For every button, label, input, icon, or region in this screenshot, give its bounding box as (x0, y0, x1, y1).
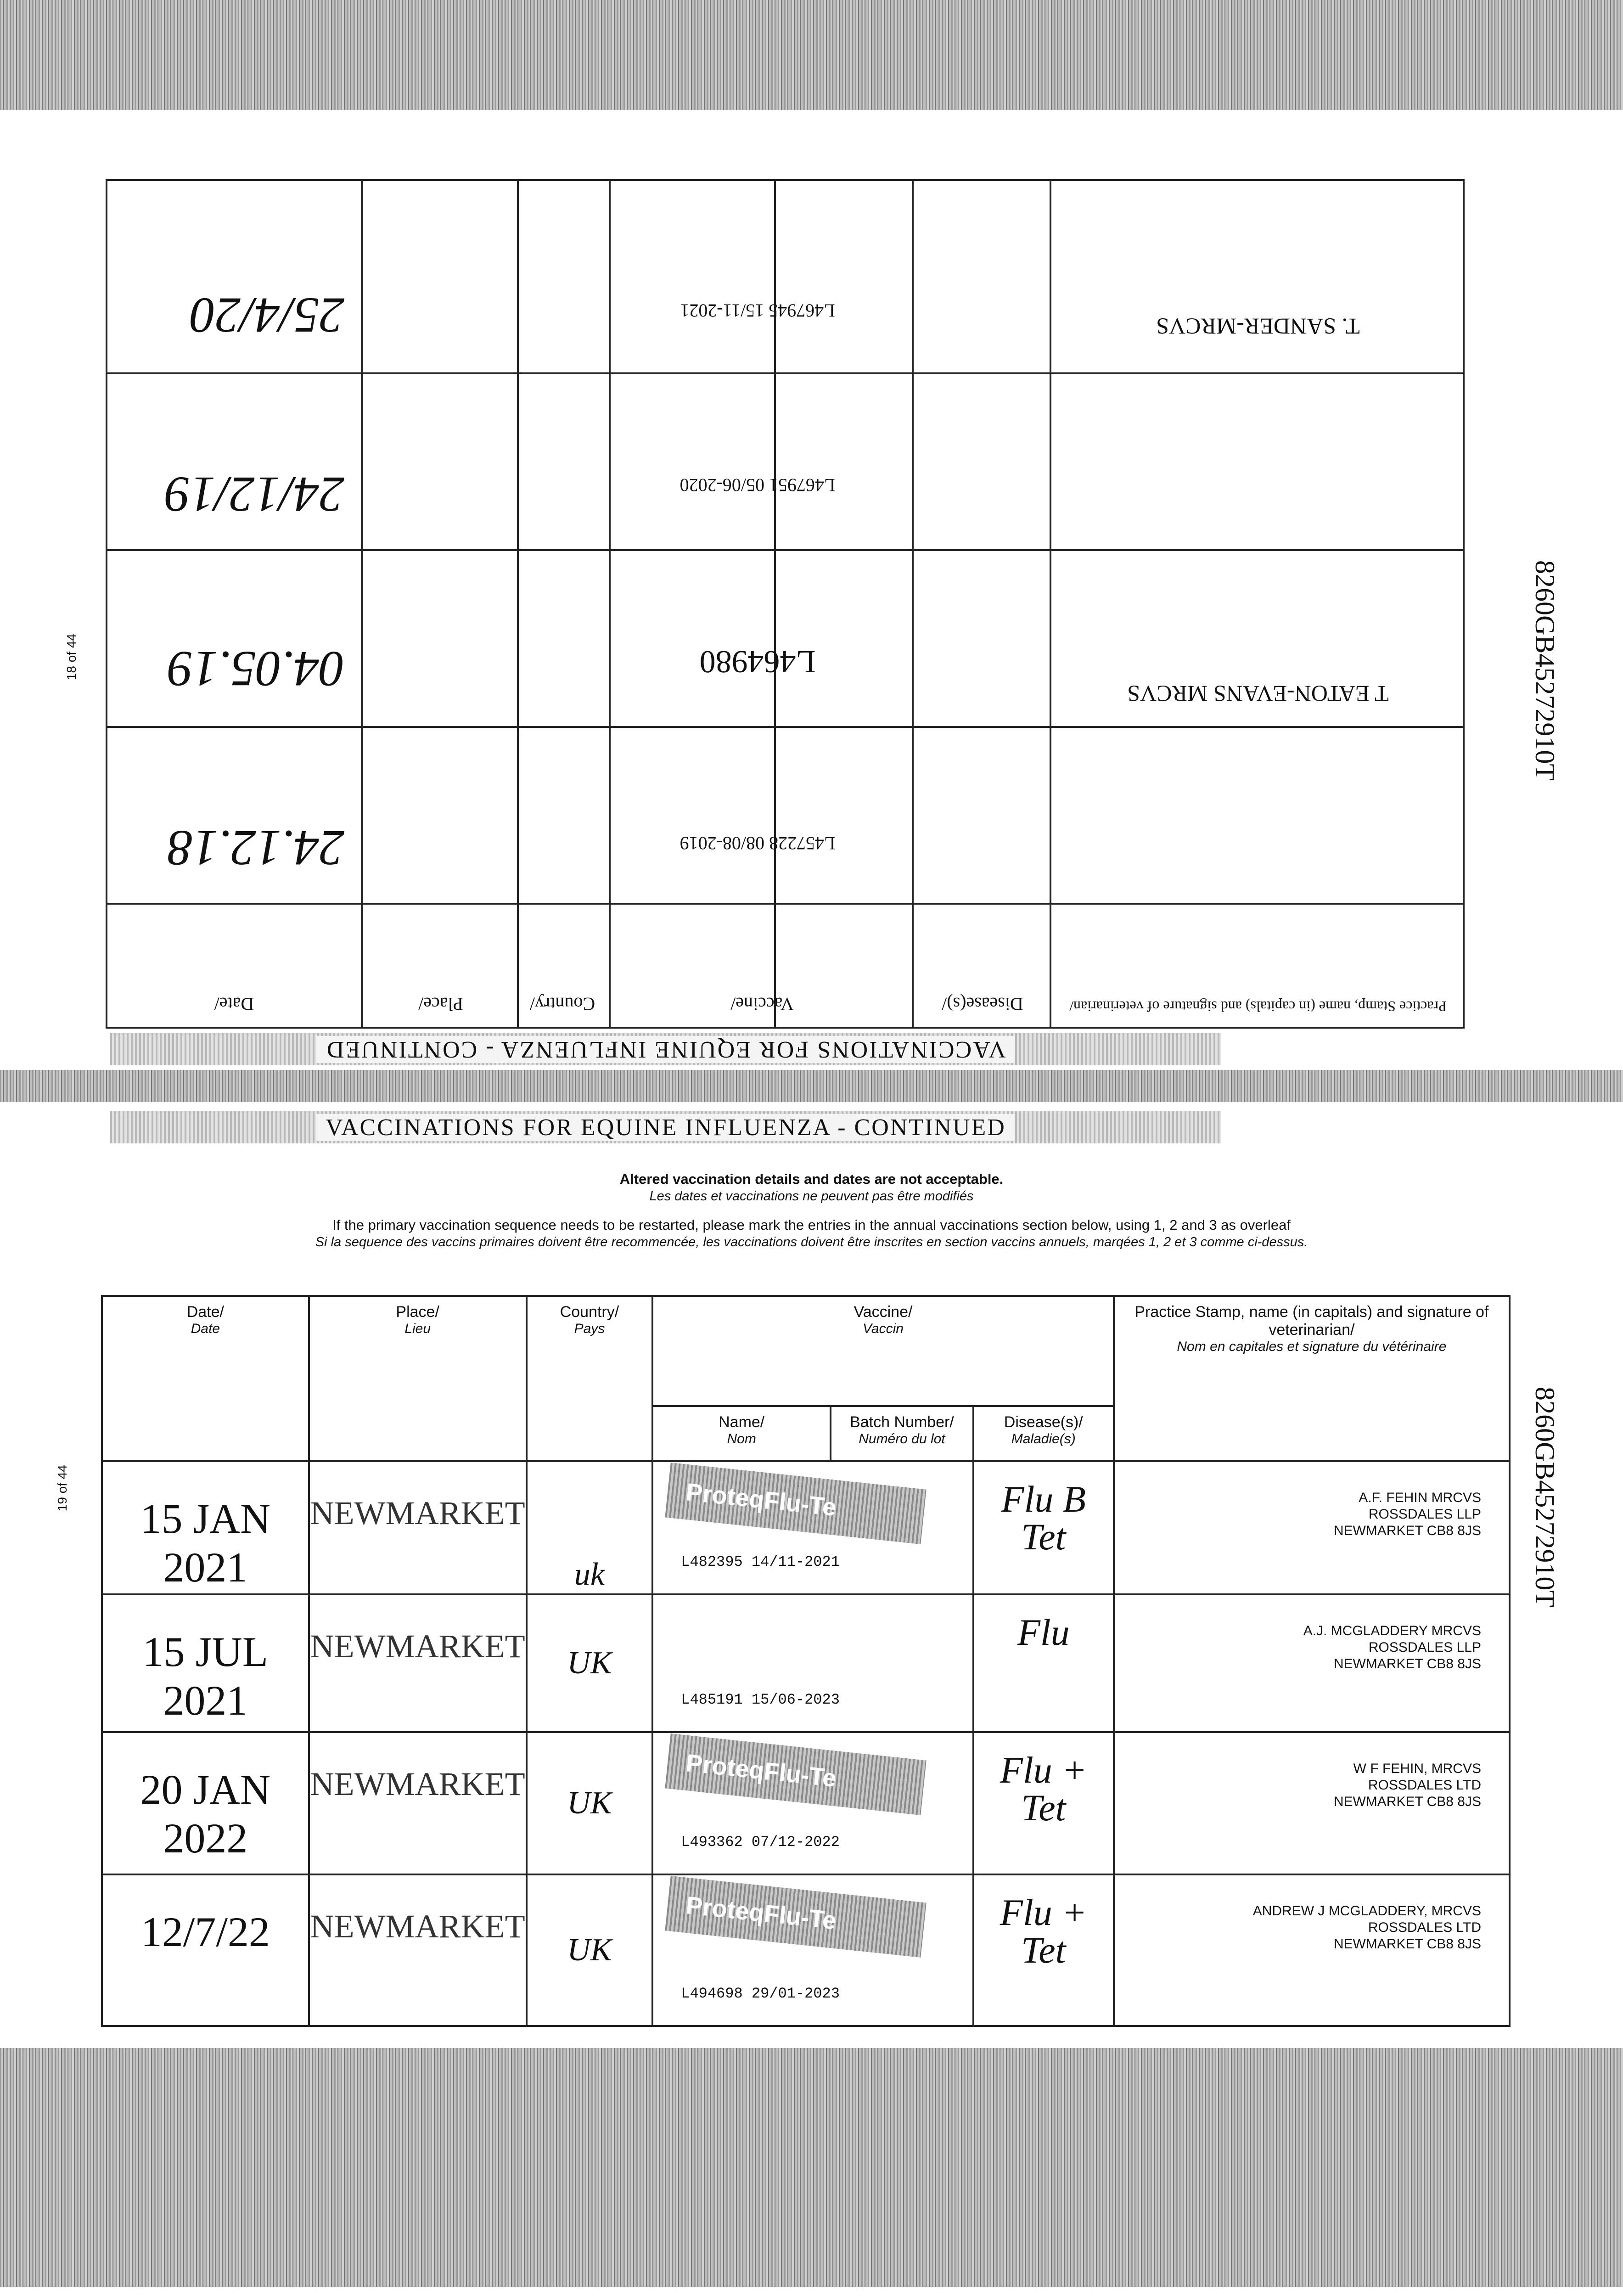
row-vaccine: ProteqFlu-Te L493362 07/12-2022 (652, 1732, 973, 1874)
header-banner: VACCINATIONS FOR EQUINE INFLUENZA - CONTINUED (110, 1111, 1221, 1143)
row-date: 15 JAN 2021 (102, 1461, 309, 1594)
col-name: Name/ Nom (652, 1406, 831, 1461)
row-disease: Flu (973, 1594, 1114, 1732)
vaccine-label: ProteqFlu-Te (665, 1463, 926, 1544)
scan-noise-mid (0, 1070, 1623, 1102)
upper-date-1: 24.12.18 (168, 820, 344, 876)
row-date: 12/7/22 (102, 1874, 309, 2026)
upper-lot-3: L464980 (699, 644, 816, 679)
col-stamp: Practice Stamp, name (in capitals) and signature of veterinarian/ Nom en capitales et signature du vétérinaire (1114, 1296, 1510, 1461)
row-stamp: A.J. MCGLADDERY MRCVS ROSSDALES LLP NEWMARKET CB8 8JS (1114, 1594, 1510, 1732)
row-place: NEWMARKET (309, 1874, 527, 2026)
table-row (102, 1874, 1510, 2026)
header-banner-upper: VACCINATIONS FOR EQUINE INFLUENZA - CONTINUED (110, 1033, 1221, 1065)
row-vaccine: ProteqFlu-Te L494698 29/01-2023 (652, 1874, 973, 2026)
upper-date-4: 25/4/20 (190, 287, 344, 343)
upper-lot-2: L467951 05/06-2020 (680, 475, 836, 495)
table-row (102, 1732, 1510, 1874)
row-vaccine: L485191 15/06-2023 (652, 1594, 973, 1732)
upper-col-stamp: Practice Stamp, name (in capitals) and signature of veterinarian/ (1069, 998, 1447, 1015)
table-row (102, 1461, 1510, 1594)
row-vaccine: ProteqFlu-Te L482395 14/11-2021 (652, 1461, 973, 1594)
col-country: Country/ Pays (527, 1296, 653, 1461)
col-vaccine: Vaccine/ Vaccin (652, 1296, 1114, 1406)
upper-lot-1: L467945 15/11-2021 (680, 300, 835, 321)
col-date: Date/ Date (102, 1296, 309, 1461)
upper-col-country: Country/ (529, 994, 595, 1014)
upper-date-2: 04.05.19 (168, 641, 344, 697)
vaccine-label: ProteqFlu-Te (665, 1876, 926, 1958)
col-disease: Disease(s)/ Maladie(s) (973, 1406, 1114, 1461)
col-place: Place/ Lieu (309, 1296, 527, 1461)
row-date: 20 JAN 2022 (102, 1732, 309, 1874)
row-country: UK (527, 1594, 653, 1732)
row-disease: Flu + Tet (973, 1732, 1114, 1874)
row-stamp: A.F. FEHIN MRCVS ROSSDALES LLP NEWMARKET CB8 8JS (1114, 1461, 1510, 1594)
upper-stamp-1: T. SANDER-MRCVS (1156, 314, 1360, 339)
upper-rotated-table (106, 179, 1465, 1029)
table-row (102, 1594, 1510, 1732)
row-stamp: W F FEHIN, MRCVS ROSSDALES LTD NEWMARKET CB8 8JS (1114, 1732, 1510, 1874)
note-restart: If the primary vaccination sequence needs to be restarted, please mark the entries in the annual vaccinations section below, using 1, 2 and 3 as overleaf Si la sequence des vaccins primaires doivent être recommencée, les vaccinations doivent être inscrites en section vaccins annuels, marqées 1, 2 et 3 comme ci-dessus. (315, 1217, 1308, 1249)
upper-col-place: Place/ (418, 994, 463, 1014)
col-batch: Batch Number/ Numéro du lot (831, 1406, 973, 1461)
scan-noise-top (0, 0, 1623, 110)
row-disease: Flu + Tet (973, 1874, 1114, 2026)
row-disease: Flu B Tet (973, 1461, 1114, 1594)
row-place: NEWMARKET (309, 1732, 527, 1874)
row-place: NEWMARKET (309, 1594, 527, 1732)
passport-id-lower: 8260GB45272910T (1530, 1387, 1560, 1607)
row-country: UK (527, 1732, 653, 1874)
upper-col-vaccine: Vaccine/ (730, 994, 794, 1014)
upper-col-date: Date/ (214, 994, 254, 1014)
upper-lot-4: L457228 08/08-2019 (680, 833, 836, 854)
scan-noise-bottom (0, 2048, 1623, 2287)
note-altered: Altered vaccination details and dates are not acceptable. Les dates et vaccinations ne peuvent pas être modifiés (619, 1171, 1004, 1204)
upper-stamp-3: T EATON-EVANS MRCVS (1127, 681, 1389, 707)
upper-date-3: 24/12/19 (164, 467, 344, 523)
row-date: 15 JUL 2021 (102, 1594, 309, 1732)
vaccination-table (101, 1295, 1511, 2027)
row-country: UK (527, 1874, 653, 2026)
passport-id-upper: 8260GB45272910T (1530, 560, 1560, 781)
row-place: NEWMARKET (309, 1461, 527, 1594)
vaccine-label: ProteqFlu-Te (665, 1733, 926, 1815)
row-country: uk (527, 1461, 653, 1594)
upper-col-disease: Disease(s)/ (942, 994, 1023, 1014)
page-number-upper: 18 of 44 (64, 634, 79, 681)
page-number-lower: 19 of 44 (55, 1465, 69, 1512)
row-stamp: ANDREW J MCGLADDERY, MRCVS ROSSDALES LTD NEWMARKET CB8 8JS (1114, 1874, 1510, 2026)
